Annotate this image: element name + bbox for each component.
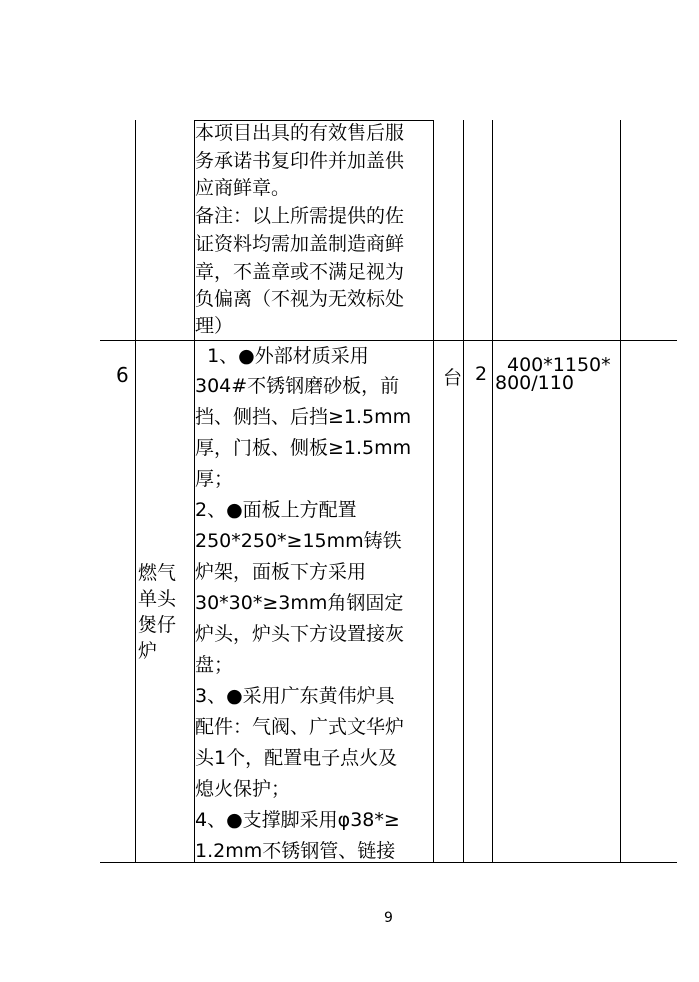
description-line: 理）	[195, 315, 234, 337]
item-name-line: 炉	[138, 640, 158, 662]
description-line: 炉架，面板下方采用	[195, 561, 367, 583]
description-line: 负偏离（不视为无效标处	[195, 288, 405, 310]
description-line: 本项目出具的有效售后服	[195, 122, 405, 144]
description-line: 1、●外部材质采用	[195, 345, 369, 367]
description-line: 应商鲜章。	[195, 177, 291, 199]
item-unit: 台	[443, 367, 463, 389]
description-line: 务承诺书复印件并加盖供	[195, 150, 405, 172]
page-number: 9	[384, 910, 393, 926]
item-sequence-number: 6	[116, 363, 129, 387]
description-line: 挡、侧挡、后挡≥1.5mm	[195, 406, 412, 428]
description-line: 熄火保护；	[195, 778, 291, 800]
table-col-border	[463, 120, 464, 862]
description-line: 盘；	[195, 654, 234, 676]
description-line: 304#不锈钢磨砂板，前	[195, 375, 400, 397]
description-line: 炉头，炉头下方设置接灰	[195, 623, 405, 645]
item-quantity: 2	[475, 363, 488, 385]
description-line: 厚，门板、侧板≥1.5mm	[195, 437, 412, 459]
description-line: 厚；	[195, 468, 234, 490]
description-line: 4、●支撑脚采用φ38*≥	[195, 809, 400, 831]
description-line: 头1个，配置电子点火及	[195, 747, 398, 769]
table-col-border	[620, 120, 621, 862]
description-line: 证资料均需加盖制造商鲜	[195, 233, 405, 255]
item-name-line: 单头	[138, 588, 177, 610]
table-col-border	[492, 120, 493, 862]
item-dimensions-line: 800/110	[495, 372, 574, 394]
description-line: 1.2mm不锈钢管、链接	[195, 840, 396, 862]
description-line: 3、●采用广东黄伟炉具	[195, 685, 395, 707]
item-name-line: 燃气	[138, 562, 177, 584]
table-rule-row-divider	[100, 340, 677, 341]
description-line: 2、●面板上方配置	[195, 499, 357, 521]
table-col-border	[135, 120, 136, 862]
description-line: 备注：以上所需提供的佐	[195, 205, 405, 227]
description-line: 30*30*≥3mm角钢固定	[195, 592, 404, 614]
table-col-border	[433, 120, 434, 862]
description-line: 250*250*≥15mm铸铁	[195, 530, 402, 552]
description-line: 配件：气阀、广式文华炉	[195, 716, 405, 738]
item-dimensions-line: 400*1150*	[507, 354, 611, 376]
item-name-line: 煲仔	[138, 614, 177, 636]
description-line: 章，不盖章或不满足视为	[195, 261, 405, 283]
